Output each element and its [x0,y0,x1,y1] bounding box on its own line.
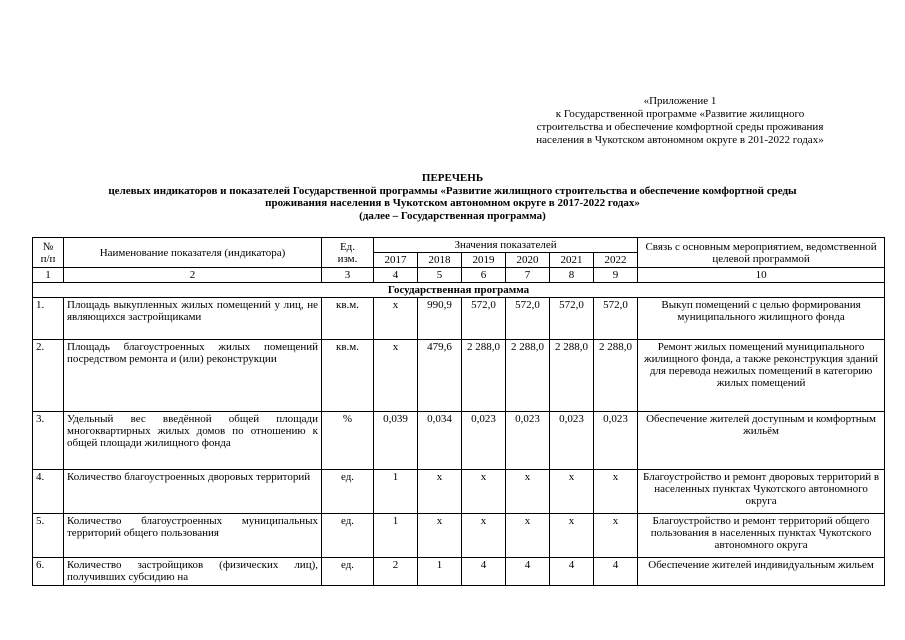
row-value: 2 288,0 [506,340,550,412]
row-value: 4 [550,558,594,586]
row-number: 4. [33,470,64,514]
column-number: 6 [462,268,506,283]
header-year: 2022 [594,253,638,268]
row-link: Обеспечение жителей индивидуальным жильем [638,558,885,586]
table-row [33,412,885,470]
header-year: 2018 [418,253,462,268]
appendix-line: населения в Чукотском автономном округе в 201-2022 годах» [536,134,824,146]
row-link: Ремонт жилых помещений муниципального жилищного фонда, а также реконструкция зданий для перевода нежилых помещений в категорию жилых помещений [638,340,885,412]
row-value: х [418,514,462,558]
row-link: Благоустройство и ремонт дворовых территорий в населенных пунктах Чукотского автономного округа [638,470,885,514]
row-name: Количество благоустроенных дворовых территорий [64,470,322,514]
row-value: х [374,340,418,412]
row-unit: ед. [322,558,374,586]
document-heading [20,172,885,222]
row-value: 0,039 [374,412,418,470]
table-row [33,514,885,558]
heading-line: проживания населения в Чукотском автономном округе в 2017-2022 годах» [265,197,640,209]
table-row [33,298,885,340]
row-unit: кв.м. [322,298,374,340]
row-value: 4 [594,558,638,586]
row-value: 0,023 [506,412,550,470]
column-number: 9 [594,268,638,283]
row-name: Удельный вес введённой общей площади многоквартирных жилых домов по отношению к общей площади жилищного фонда [64,412,322,470]
row-value: 572,0 [550,298,594,340]
row-unit: % [322,412,374,470]
row-name: Площадь выкупленных жилых помещений у лиц, не являющихся застройщиками [64,298,322,340]
row-name: Площадь благоустроенных жилых помещений посредством ремонта и (или) реконструкции [64,340,322,412]
section-title: Государственная программа [33,283,885,298]
appendix-line: строительства и обеспечение комфортной среды проживания [536,121,824,133]
row-number: 6. [33,558,64,586]
row-number: 2. [33,340,64,412]
row-value: 2 288,0 [594,340,638,412]
row-value: 2 288,0 [550,340,594,412]
row-value: 572,0 [594,298,638,340]
row-value: 0,023 [462,412,506,470]
row-number: 5. [33,514,64,558]
table-header-row [33,238,885,253]
row-link: Благоустройство и ремонт территорий общего пользования в населенных пунктах Чукотского автономного округа [638,514,885,558]
row-value: 2 288,0 [462,340,506,412]
header-year: 2017 [374,253,418,268]
table-row [33,340,885,412]
row-value: 479,6 [418,340,462,412]
document-title: ПЕРЕЧЕНЬ [421,172,484,184]
row-value: 2 [374,558,418,586]
row-value: х [462,514,506,558]
row-value: х [506,470,550,514]
row-value: 572,0 [506,298,550,340]
row-value: х [374,298,418,340]
row-value: х [550,514,594,558]
column-number: 4 [374,268,418,283]
column-number: 3 [322,268,374,283]
row-value: х [462,470,506,514]
row-name: Количество застройщиков (физических лиц), получивших субсидию на [64,558,322,586]
header-year: 2019 [462,253,506,268]
header-name: Наименование показателя (индикатора) [64,238,322,268]
header-year: 2021 [550,253,594,268]
appendix-line: «Приложение 1 [643,95,717,107]
row-value: х [506,514,550,558]
row-value: 572,0 [462,298,506,340]
header-number: № п/п [33,238,64,268]
heading-line: (далее – Государственная программа) [359,209,546,222]
row-link: Выкуп помещений с целью формирования муниципального жилищного фонда [638,298,885,340]
row-value: 4 [462,558,506,586]
row-value: 0,023 [550,412,594,470]
row-unit: ед. [322,514,374,558]
row-value: 1 [374,514,418,558]
row-value: 0,023 [594,412,638,470]
appendix-line: к Государственной программе «Развитие жилищного [555,108,805,120]
row-value: х [418,470,462,514]
indicators-table [32,237,885,586]
header-unit: Ед. изм. [322,238,374,268]
table-row [33,558,885,586]
heading-line: целевых индикаторов и показателей Государственной программы «Развитие жилищного строительства и обеспечение комфортной среды [108,184,797,197]
row-value: х [594,514,638,558]
appendix-note [480,95,880,147]
header-values-group: Значения показателей [374,238,638,253]
column-number: 8 [550,268,594,283]
column-numbers-row [33,268,885,283]
column-number: 2 [64,268,322,283]
column-number: 5 [418,268,462,283]
row-link: Обеспечение жителей доступным и комфортным жильём [638,412,885,470]
row-unit: ед. [322,470,374,514]
row-value: 1 [374,470,418,514]
row-value: 1 [418,558,462,586]
row-value: 0,034 [418,412,462,470]
row-value: х [594,470,638,514]
row-value: х [550,470,594,514]
section-row [33,283,885,298]
column-number: 7 [506,268,550,283]
row-name: Количество благоустроенных муниципальных территорий общего пользования [64,514,322,558]
row-unit: кв.м. [322,340,374,412]
column-number: 10 [638,268,885,283]
header-link: Связь с основным мероприятием, ведомственной целевой программой [638,238,885,268]
row-value: 4 [506,558,550,586]
row-number: 1. [33,298,64,340]
table-row [33,470,885,514]
column-number: 1 [33,268,64,283]
row-value: 990,9 [418,298,462,340]
row-number: 3. [33,412,64,470]
header-year: 2020 [506,253,550,268]
